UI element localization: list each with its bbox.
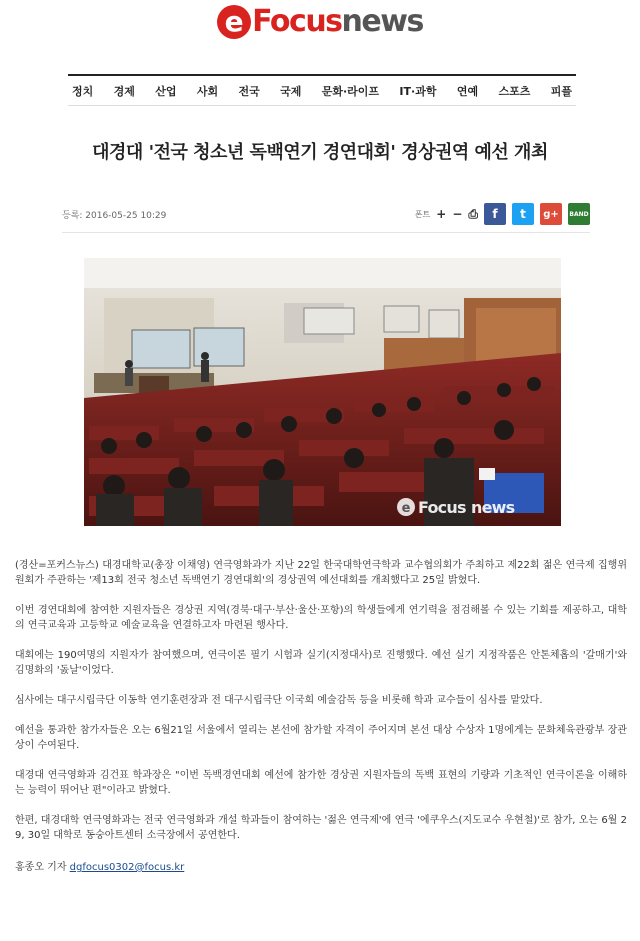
site-logo[interactable] (0, 4, 640, 44)
article-photo (84, 258, 561, 526)
font-decrease-icon[interactable]: − (452, 207, 463, 221)
lecture-hall-illustration (84, 258, 561, 526)
nav-item-entertainment[interactable]: 연예 (456, 84, 479, 98)
nav-item-society[interactable]: 사회 (196, 84, 219, 98)
font-increase-icon[interactable]: + (436, 207, 447, 221)
photo-watermark-focus: Focus (418, 498, 466, 517)
article-paragraph: 한편, 대경대학 연극영화과는 전국 연극영화과 개설 학과들이 참여하는 '젊은 연극제'에 연극 '에쿠우스(지도교수 우현철)'로 참가, 오는 6월 29, 30일 대학로 동숭아트센터 소극장에서 공연한다. (15, 815, 627, 841)
twitter-share-icon[interactable]: t (512, 203, 534, 225)
nav-item-international[interactable]: 국제 (280, 84, 302, 98)
font-size-label: 폰트 (414, 209, 431, 219)
reporter-email-link[interactable]: dgfocus0302@focus.kr (69, 862, 185, 873)
article-paragraph: 이번 경연대회에 참여한 지원자들은 경상권 지역(경북·대구·부산·울산·포항)의 학생들에게 연기력을 점검해볼 수 있는 기회를 제공하고, 대학의 연극교육과 고등학교 예술교육을 연결하고자 마련된 행사다. (15, 605, 627, 631)
nav-item-national[interactable]: 전국 (238, 84, 260, 98)
photo-watermark-news: news (471, 498, 515, 517)
article-paragraph: 대경대 연극영화과 김건표 학과장은 "이번 독백경연대회 예선에 참가한 경상권 지원자들의 독백 표현의 기량과 기초적인 연극이론을 이해하는 능력이 뛰어난 편"이라고 밝혔다. (15, 770, 627, 796)
article-byline (15, 858, 627, 873)
nav-item-people[interactable]: 피플 (550, 84, 572, 98)
nav-item-economy[interactable]: 경제 (113, 84, 135, 98)
band-share-icon[interactable]: BAND (568, 203, 590, 225)
nav-item-culture[interactable]: 문화·라이프 (321, 84, 380, 98)
main-nav (68, 74, 576, 106)
facebook-share-icon[interactable]: f (484, 203, 506, 225)
reporter-name: 홍종오 기자 (15, 862, 67, 873)
article-title: 대경대 '전국 청소년 독백연기 경연대회' 경상권역 예선 개최 (92, 142, 548, 163)
meta-divider (62, 232, 590, 233)
article-paragraph: 심사에는 대구시립극단 이동학 연기훈련장과 전 대구시립극단 이국희 예술감독 등을 비롯해 학과 교수들이 심사를 맡았다. (15, 695, 543, 706)
logo-mark: e (217, 5, 251, 39)
logo-news-text: news (341, 4, 423, 39)
print-icon[interactable]: ⎙ (468, 206, 478, 221)
article-tools (415, 203, 590, 225)
article-dateline: 등록: 2016-05-25 10:29 (62, 210, 167, 221)
article-body (15, 558, 627, 873)
nav-item-politics[interactable]: 정치 (72, 84, 94, 98)
article-paragraph: (경산=포커스뉴스) 대경대학교(총장 이채영) 연극영화과가 지난 22일 한국대학연극학과 교수협의회가 주최하고 제22회 젊은 연극제 집행위원회가 주관하는 '제13회 전국 청소년 독백연기 경연대회'의 경상권역 예선대회를 개최했다고 25일 밝혔다. (15, 560, 627, 586)
nav-item-sports[interactable]: 스포츠 (498, 84, 531, 98)
logo-focus-text: Focus (252, 4, 342, 39)
article-meta-bar (62, 200, 590, 228)
photo-watermark-mark: e (401, 501, 411, 516)
nav-item-industry[interactable]: 산업 (155, 84, 177, 98)
nav-item-it-science[interactable]: IT·과학 (399, 84, 437, 98)
googleplus-share-icon[interactable]: g+ (540, 203, 562, 225)
article-paragraph: 예선을 통과한 참가자들은 오는 6월21일 서울에서 열리는 본선에 참가할 자격이 주어지며 본선 대상 수상자 1명에게는 문화체육관광부 장관상이 수여된다. (15, 725, 627, 751)
article-paragraph: 대회에는 190여명의 지원자가 참여했으며, 연극이론 필기 시험과 실기(지정대사)로 진행했다. 예선 실기 지정작품은 안톤체홉의 '갈매기'와 김명화의 '돐날'이었다. (15, 650, 627, 676)
